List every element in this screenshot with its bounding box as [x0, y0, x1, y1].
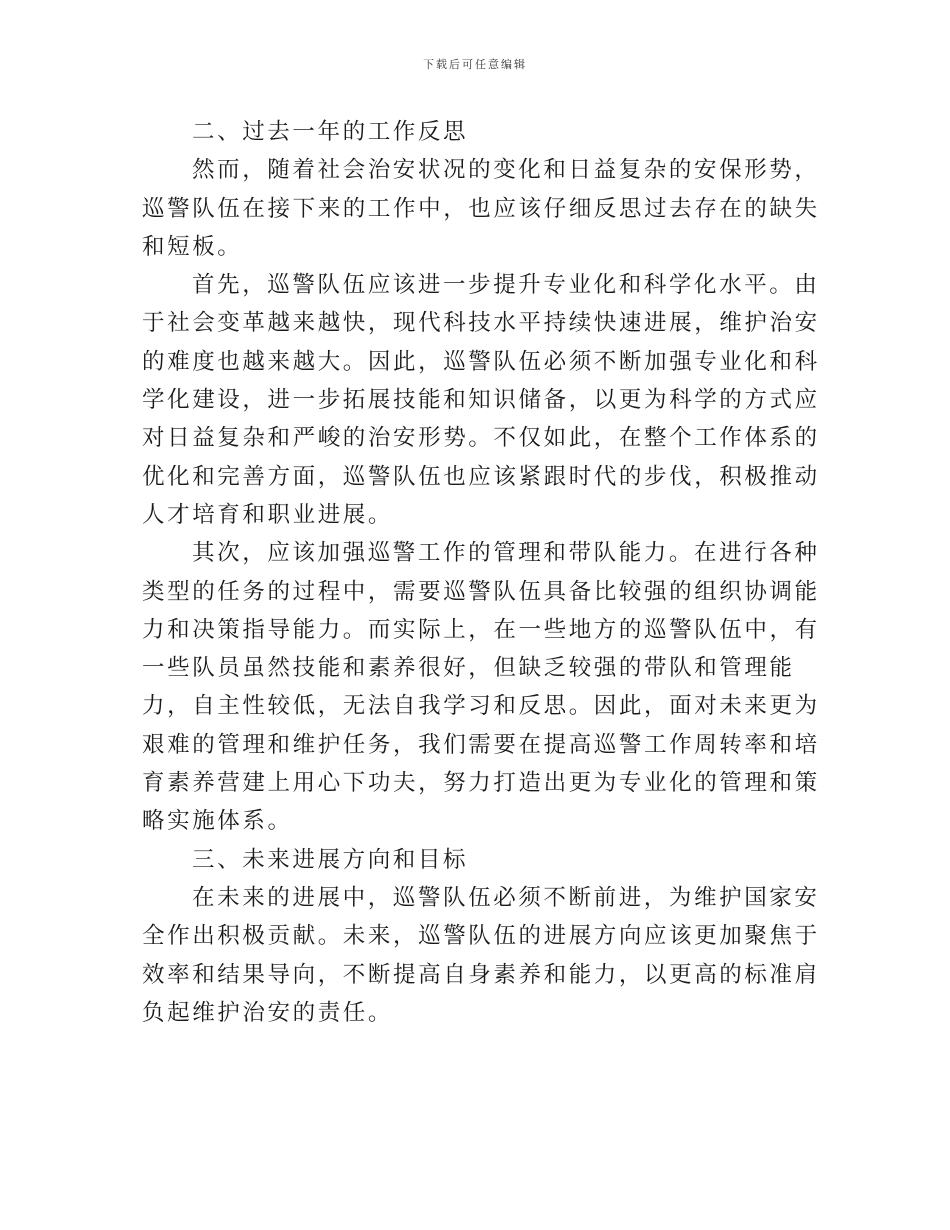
heading-line: 二、过去一年的工作反思 [192, 119, 469, 145]
text-line: 学化建设，进一步拓展技能和知识储备，以更为科学的方式应 [142, 387, 820, 414]
text-line: 于社会变革越来越快，现代科技水平持续快速进展，维护治安 [142, 310, 820, 337]
text-line: 力和决策指导能力。而实际上，在一些地方的巡警队伍中，有 [142, 616, 820, 643]
page-header: 下载后可任意编辑 [423, 58, 527, 71]
text-line: 在未来的进展中，巡警队伍必须不断前进，为维护国家安 [192, 884, 820, 911]
section-heading-2 [142, 113, 822, 151]
text-line: 巡警队伍在接下来的工作中，也应该仔细反思过去存在的缺失 [142, 195, 820, 222]
text-line: 然而，随着社会治安状况的变化和日益复杂的安保形势， [192, 157, 820, 184]
section-heading-3 [142, 841, 822, 879]
text-line: 对日益复杂和严峻的治安形势。不仅如此，在整个工作体系的 [142, 425, 820, 452]
text-line: 的难度也越来越大。因此，巡警队伍必须不断加强专业化和科 [142, 348, 820, 375]
text-line: 力，自主性较低，无法自我学习和反思。因此，面对未来更为 [142, 693, 820, 720]
text-line: 全作出积极贡献。未来，巡警队伍的进展方向应该更加聚焦于 [142, 923, 820, 950]
paragraph-reflection-intro [142, 151, 822, 266]
text-line: 负起维护治安的责任。 [142, 999, 394, 1026]
text-line: 其次，应该加强巡警工作的管理和带队能力。在进行各种 [192, 540, 820, 567]
text-line: 和短板。 [142, 233, 243, 260]
text-line: 略实施体系。 [142, 808, 293, 835]
text-line: 一些队员虽然技能和素养很好，但缺乏较强的带队和管理能 [142, 655, 795, 682]
heading-line: 三、未来进展方向和目标 [192, 846, 469, 873]
text-line: 人才培育和职业进展。 [142, 501, 394, 528]
text-line: 首先，巡警队伍应该进一步提升专业化和科学化水平。由 [192, 272, 820, 299]
text-line: 优化和完善方面，巡警队伍也应该紧跟时代的步伐，积极推动 [142, 463, 820, 490]
paragraph-management [142, 534, 822, 840]
text-line: 效率和结果导向，不断提高自身素养和能力，以更高的标准肩 [142, 961, 820, 988]
text-line: 类型的任务的过程中，需要巡警队伍具备比较强的组织协调能 [142, 578, 820, 605]
paragraph-future [142, 879, 822, 1032]
document-body [142, 113, 822, 1032]
paragraph-professionalization [142, 266, 822, 534]
text-line: 育素养营建上用心下功夫，努力打造出更为专业化的管理和策 [142, 770, 820, 797]
text-line: 艰难的管理和维护任务，我们需要在提高巡警工作周转率和培 [142, 731, 820, 758]
